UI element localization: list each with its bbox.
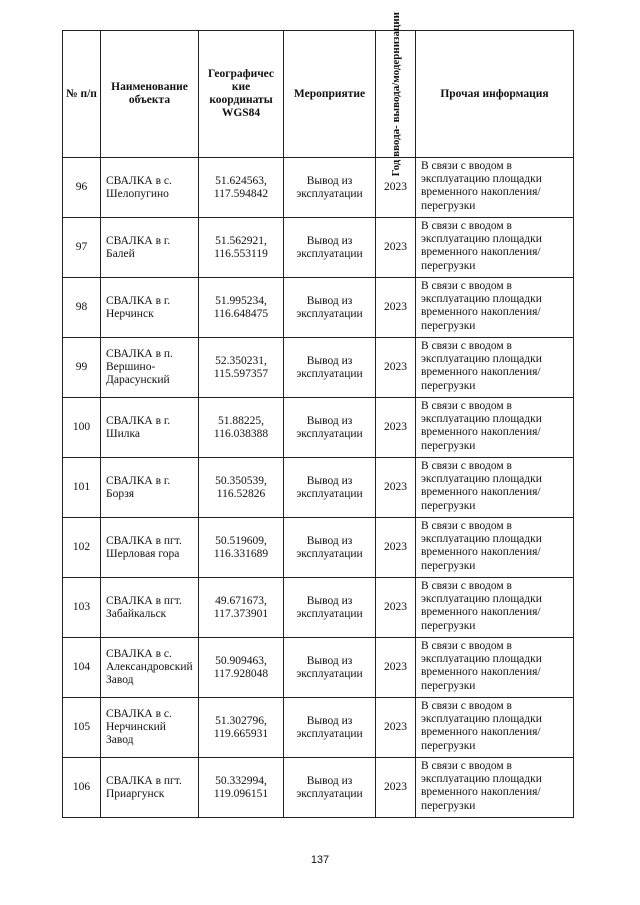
cell-other-info: В связи с вводом в эксплуатацию площадки временного накопления/перегрузки [416,698,574,758]
cell-year: 2023 [376,398,416,458]
cell-coordinates: 50.332994, 119.096151 [199,758,284,818]
cell-action: Вывод из эксплуатации [284,518,376,578]
table-row [63,578,574,638]
header-year-cell [376,11,416,177]
cell-object-name: СВАЛКА в г. Шилка [101,398,199,458]
header-coords: Географичес кие координаты WGS84 [199,31,284,158]
cell-object-name: СВАЛКА в г. Нерчинск [101,278,199,338]
cell-row-number: 103 [63,578,101,638]
cell-coordinates: 49.671673, 117.373901 [199,578,284,638]
header-action: Мероприятие [284,31,376,158]
cell-row-number: 101 [63,458,101,518]
cell-object-name: СВАЛКА в пгт. Шерловая гора [101,518,199,578]
cell-row-number: 99 [63,338,101,398]
cell-year: 2023 [376,638,416,698]
landfill-table [62,11,574,818]
cell-action: Вывод из эксплуатации [284,698,376,758]
cell-action: Вывод из эксплуатации [284,338,376,398]
cell-object-name: СВАЛКА в г. Балей [101,218,199,278]
table-row [63,758,574,818]
cell-year: 2023 [376,578,416,638]
cell-year: 2023 [376,158,416,218]
cell-year: 2023 [376,458,416,518]
table-row [63,158,574,218]
cell-coordinates: 52.350231, 115.597357 [199,338,284,398]
cell-row-number: 105 [63,698,101,758]
cell-action: Вывод из эксплуатации [284,578,376,638]
table-row [63,638,574,698]
cell-year: 2023 [376,218,416,278]
cell-year: 2023 [376,698,416,758]
cell-object-name: СВАЛКА в пгт. Приаргунск [101,758,199,818]
cell-coordinates: 51.995234, 116.648475 [199,278,284,338]
header-num: № п/п [63,31,101,158]
cell-year: 2023 [376,338,416,398]
cell-row-number: 102 [63,518,101,578]
cell-coordinates: 51.88225, 116.038388 [199,398,284,458]
header-row [63,31,574,158]
cell-object-name: СВАЛКА в с. Александровский Завод [101,638,199,698]
table-row [63,278,574,338]
document-page [62,11,573,818]
cell-row-number: 106 [63,758,101,818]
cell-object-name: СВАЛКА в пгт. Забайкальск [101,578,199,638]
cell-coordinates: 50.350539, 116.52826 [199,458,284,518]
header-year: Год ввода- вывода/модернизации [389,11,402,177]
cell-action: Вывод из эксплуатации [284,398,376,458]
cell-row-number: 104 [63,638,101,698]
header-name: Наименование объекта [101,31,199,158]
table-row [63,398,574,458]
cell-coordinates: 51.562921, 116.553119 [199,218,284,278]
cell-coordinates: 51.624563, 117.594842 [199,158,284,218]
cell-other-info: В связи с вводом в эксплуатацию площадки временного накопления/перегрузки [416,518,574,578]
table-row [63,338,574,398]
cell-action: Вывод из эксплуатации [284,158,376,218]
cell-coordinates: 51.302796, 119.665931 [199,698,284,758]
cell-row-number: 98 [63,278,101,338]
cell-year: 2023 [376,518,416,578]
cell-object-name: СВАЛКА в с. Шелопугино [101,158,199,218]
cell-year: 2023 [376,758,416,818]
cell-other-info: В связи с вводом в эксплуатацию площадки временного накопления/перегрузки [416,638,574,698]
table-row [63,518,574,578]
table-row [63,458,574,518]
cell-action: Вывод из эксплуатации [284,458,376,518]
cell-year: 2023 [376,278,416,338]
cell-row-number: 96 [63,158,101,218]
cell-action: Вывод из эксплуатации [284,638,376,698]
cell-action: Вывод из эксплуатации [284,758,376,818]
cell-object-name: СВАЛКА в с. Нерчинский Завод [101,698,199,758]
cell-row-number: 97 [63,218,101,278]
cell-other-info: В связи с вводом в эксплуатацию площадки временного накопления/перегрузки [416,278,574,338]
cell-object-name: СВАЛКА в г. Борзя [101,458,199,518]
cell-other-info: В связи с вводом в эксплуатацию площадки временного накопления/перегрузки [416,758,574,818]
table-row [63,698,574,758]
cell-other-info: В связи с вводом в эксплуатацию площадки временного накопления/перегрузки [416,578,574,638]
cell-other-info: В связи с вводом в эксплуатацию площадки временного накопления/перегрузки [416,338,574,398]
cell-object-name: СВАЛКА в п. Вершино-Дарасунский [101,338,199,398]
cell-coordinates: 50.519609, 116.331689 [199,518,284,578]
cell-other-info: В связи с вводом в эксплуатацию площадки временного накопления/перегрузки [416,398,574,458]
cell-coordinates: 50.909463, 117.928048 [199,638,284,698]
cell-other-info: В связи с вводом в эксплуатацию площадки временного накопления/перегрузки [416,158,574,218]
cell-other-info: В связи с вводом в эксплуатацию площадки временного накопления/перегрузки [416,218,574,278]
page-number: 137 [310,854,330,866]
header-info: Прочая информация [416,31,574,158]
cell-action: Вывод из эксплуатации [284,278,376,338]
cell-row-number: 100 [63,398,101,458]
table-row [63,218,574,278]
cell-other-info: В связи с вводом в эксплуатацию площадки временного накопления/перегрузки [416,458,574,518]
cell-action: Вывод из эксплуатации [284,218,376,278]
